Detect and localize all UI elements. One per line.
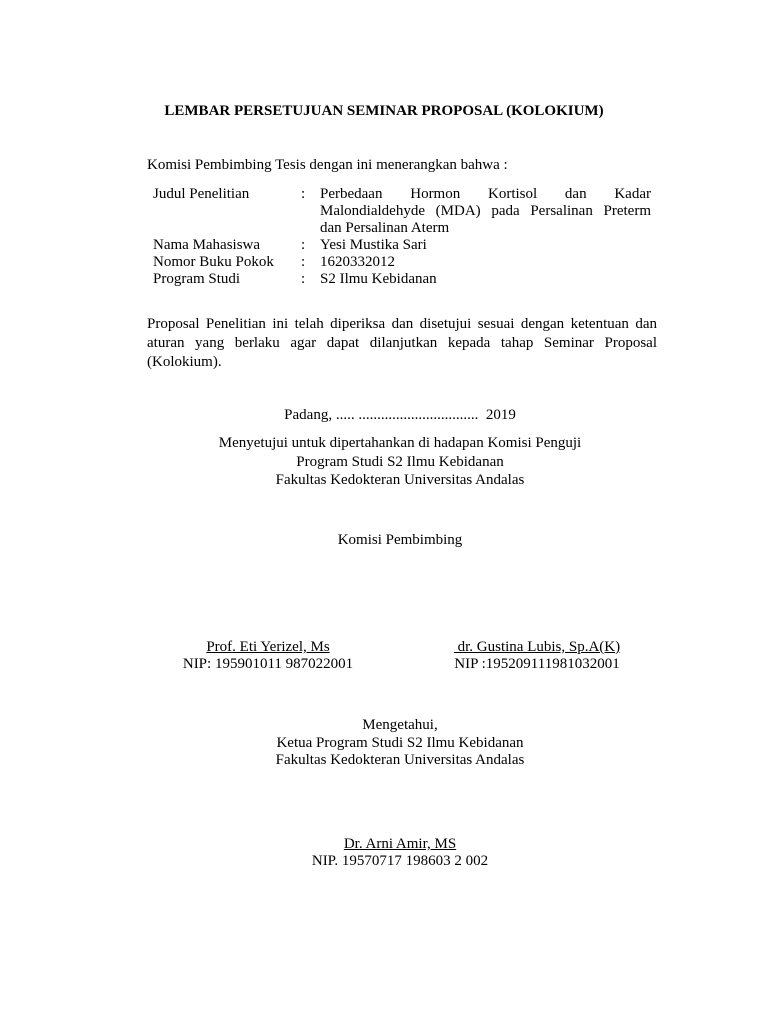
supervisor-1-nip: NIP: 195901011 987022001 <box>182 656 354 672</box>
nama-label: Nama Mahasiswa <box>153 237 261 253</box>
nama-row <box>153 237 651 254</box>
document-title: LEMBAR PERSETUJUAN SEMINAR PROPOSAL (KOLOKIUM) <box>164 103 604 119</box>
supervisor-1-signature <box>160 639 376 673</box>
nama-value: Yesi Mustika Sari <box>320 237 427 253</box>
approval-statement: Proposal Penelitian ini telah diperiksa dan disetujui sesuai dengan ketentuan dan aturan yang berlaku agar dapat dilanjutkan kepada tahap Seminar Proposal (Kolokium). <box>147 316 657 370</box>
intro-text: Komisi Pembimbing Tesis dengan ini menerangkan bahwa : <box>147 157 508 173</box>
head-name <box>344 836 456 853</box>
supervisor-2-nip: NIP :195209111981032001 <box>454 656 620 672</box>
prodi-row <box>153 271 651 288</box>
nomor-value: 1620332012 <box>320 254 395 270</box>
supervisor-1-name: Prof. Eti Yerizel, Ms <box>206 639 330 655</box>
judul-value-line3: dan Persalinan Aterm <box>320 220 450 236</box>
head-nip: NIP. 19570717 198603 2 002 <box>311 853 489 869</box>
colon: : <box>301 254 306 270</box>
supervisor-2-signature <box>432 639 642 673</box>
judul-value-line1: Perbedaan Hormon Kortisol dan Kadar <box>320 186 651 202</box>
prodi-label: Program Studi <box>153 271 241 287</box>
colon: : <box>301 186 306 202</box>
supervisor-2-name: dr. Gustina Lubis, Sp.A(K) <box>453 639 621 655</box>
research-info-table <box>153 186 651 288</box>
colon: : <box>301 271 306 287</box>
head-signature <box>0 836 768 870</box>
judul-row <box>153 186 651 237</box>
nomor-row <box>153 254 651 271</box>
judul-value-line2: Malondialdehyde (MDA) pada Persalinan Preterm <box>320 203 651 219</box>
acknowledge-line-2: Ketua Program Studi S2 Ilmu Kebidanan <box>276 735 524 751</box>
judul-label: Judul Penelitian <box>153 186 250 202</box>
colon: : <box>301 237 306 253</box>
acknowledge-line-1: Mengetahui, <box>362 717 438 733</box>
approval-line-2: Program Studi S2 Ilmu Kebidanan <box>296 454 504 470</box>
head-name-text: Dr. Arni Amir, MS <box>343 836 457 852</box>
approval-line-1: Menyetujui untuk dipertahankan di hadapan Komisi Penguji <box>218 435 582 451</box>
approval-line-3: Fakultas Kedokteran Universitas Andalas <box>275 472 525 488</box>
committee-heading: Komisi Pembimbing <box>337 532 463 548</box>
nomor-label: Nomor Buku Pokok <box>153 254 274 270</box>
place-date: Padang, ..... ................................ 2019 <box>284 407 516 423</box>
acknowledge-line-3: Fakultas Kedokteran Universitas Andalas <box>275 752 525 768</box>
judul-value <box>320 186 651 237</box>
prodi-value: S2 Ilmu Kebidanan <box>320 271 437 287</box>
